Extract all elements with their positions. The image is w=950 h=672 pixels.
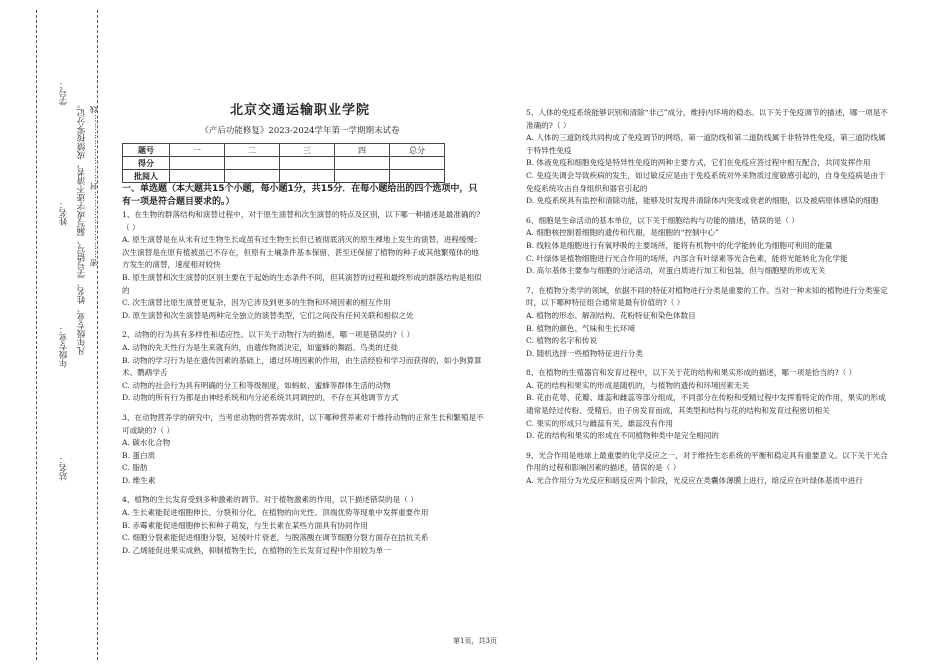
option: A. 光合作用分为光反应和暗反应两个阶段，光反应在类囊体薄膜上进行，暗反应在叶绿体基质中进行 (526, 476, 863, 486)
option: A. 碳水化合物 (122, 438, 171, 448)
section-heading: 一、单选题（本大题共15个小题，每小题1分，共15分．在每小题给出的四个选项中，只有一项是符合题目要求的。） (122, 184, 478, 207)
question-5 (526, 107, 890, 208)
option: B. 体液免疫和细胞免疫是特异性免疫的两种主要方式，它们在免疫应答过程中相互配合，共同发挥作用 (526, 158, 871, 168)
question-stem: 8、在植物的生殖器官和发育过程中，以下关于花的结构和果实形成的描述，哪一项是恰当的?（ ） (526, 368, 857, 378)
right-column (526, 107, 890, 495)
score-table-cell: 题号 (123, 144, 170, 157)
score-table-cell: 四 (335, 144, 390, 157)
option: D. 动物的所有行为都是由神经系统和内分泌系统共同调控的，不存在其他调节方式 (122, 393, 399, 403)
option: A. 动物的先天性行为是生来就有的，由遗传物质决定，如蜜蜂的舞蹈、鸟类的迁徙 (122, 342, 399, 352)
grader-input-cell (390, 170, 445, 183)
option: C. 脂肪 (122, 463, 148, 473)
option: B. 线粒体是细胞进行有氧呼吸的主要场所，能将有机物中的化学能转化为细胞可利用的能量 (526, 240, 833, 250)
question-stem: 2、动物的行为具有多样性和适应性。以下关于动物行为的描述，哪一项是错误的?（ ） (122, 330, 415, 340)
score-table-cell: 二 (225, 144, 280, 157)
score-input-cell (335, 157, 390, 170)
grader-row-label: 批阅人 (123, 170, 170, 183)
exam-title: 《产后功能修复》2023-2024学年第一学期期末试卷 (200, 126, 400, 136)
binding-dashed-line-outer (36, 10, 37, 660)
option: B. 蛋白质 (122, 450, 156, 460)
option: D. 免疫系统具有监控和清除功能，能够及时发现并清除体内突变或衰老的细胞，以及被病原体感染的细胞 (526, 196, 879, 206)
binding-notice: 凡年级专业、姓名、学号错写、漏写或字迹不清者，成绩按零分记。 (77, 100, 87, 355)
option: D. 高尔基体主要参与细胞的分泌活动，对蛋白质进行加工和包装，但与细胞壁的形成无关 (526, 266, 826, 276)
question-stem: 9、光合作用是地球上最重要的化学反应之一，对于维持生态系统的平衡和稳定具有重要意义。以下关于光合作用的过程和影响因素的描述，错误的是（ ） (526, 450, 888, 473)
option: C. 动物的社会行为具有明确的分工和等级制度，如蚂蚁、蜜蜂等群体生活的动物 (122, 380, 391, 390)
score-table-cell: 一 (170, 144, 225, 157)
question-3 (122, 412, 484, 488)
option: A. 花的结构和果实的形成是随机的，与植物的遗传和环境因素无关 (526, 380, 749, 390)
grader-input-cell (170, 170, 225, 183)
option: A. 细胞核控制着细胞的遗传和代谢，是细胞的“控制中心” (526, 228, 719, 238)
binding-margin (0, 0, 108, 672)
option: B. 赤霉素能促进细胞伸长和种子萌发，与生长素在某些方面具有协同作用 (122, 520, 368, 530)
score-table-cell: 三 (280, 144, 335, 157)
score-table-cell: 总分 (390, 144, 445, 157)
name-label: 姓名： (59, 200, 69, 226)
question-stem: 7、在植物分类学的领域，依据不同的特征对植物进行分类是重要的工作。当对一种未知的植物进行分类鉴定时，以下哪种特征组合通常是最有价值的?（ ） (526, 285, 888, 308)
question-7 (526, 285, 890, 361)
option: D. 花的结构和果实的形成在不同植物种类中是完全相同的 (526, 431, 719, 441)
seal-line-text: 密……………………封……………………线 (89, 105, 98, 267)
score-table-score-row (123, 157, 445, 170)
score-table-grader-row (123, 170, 445, 183)
question-stem: 5、人体的免疫系统能够识别和清除“非己”成分，维持内环境的稳态。以下关于免疫调节的描述，哪一项是不准确的?（ ） (526, 108, 888, 130)
left-column (122, 209, 484, 564)
option: C. 植物的名字和传说 (526, 336, 598, 346)
score-input-cell (390, 157, 445, 170)
option: C. 细胞分裂素能促进细胞分裂，延缓叶片衰老，与脱落酸在调节细胞分裂方面存在拮抗关系 (122, 533, 429, 543)
page-footer: 第1页，共3页 (453, 637, 497, 645)
option: C. 叶绿体是植物细胞进行光合作用的场所，内部含有叶绿素等光合色素，能将光能转化为化学能 (526, 253, 848, 263)
student-id-label: 学号： (59, 80, 69, 106)
question-1 (122, 209, 484, 322)
score-row-label: 得分 (123, 157, 170, 170)
option: A. 植物的形态、解剖结构、花粉特征和染色体数目 (526, 310, 696, 320)
question-9 (526, 450, 890, 488)
question-stem: 4、植物的生长发育受到多种激素的调节。对于植物激素的作用，以下描述错误的是（ ） (122, 495, 418, 505)
option: D. 乙烯能促进果实成熟，抑制植物生长，在植物的生长发育过程中作用较为单一 (122, 545, 391, 555)
site-label: 站名： (59, 455, 69, 481)
question-6 (526, 215, 890, 278)
score-table (122, 143, 445, 183)
school-name: 北京交通运输职业学院 (229, 103, 370, 118)
grader-input-cell (225, 170, 280, 183)
option: D. 随机选择一些植物特征进行分类 (526, 348, 643, 358)
option: A. 生长素能促进细胞伸长、分裂和分化，在植物的向光性、顶端优势等现象中发挥重要作用 (122, 508, 429, 518)
option: C. 免疫失调会导致疾病的发生，如过敏反应是由于免疫系统对外来物质过度敏感引起的，自身免疫病是由于免疫系统攻击自身组织和器官引起的 (526, 170, 886, 193)
score-table-header-row (123, 144, 445, 157)
question-2 (122, 329, 484, 405)
score-input-cell (225, 157, 280, 170)
grader-input-cell (335, 170, 390, 183)
option: D. 维生素 (122, 475, 156, 485)
option: A. 人体的三道防线共同构成了免疫调节的网络，第一道防线和第二道防线属于非特异性免疫，第三道防线属于特异性免疫 (526, 133, 886, 155)
option: C. 果实的形成只与雌蕊有关，雄蕊没有作用 (526, 418, 674, 428)
question-4 (122, 494, 484, 557)
option: B. 原生演替和次生演替的区别主要在于起始的生态条件不同，但其演替的过程和最终形成的群落结构是相似的 (122, 272, 482, 295)
grader-input-cell (280, 170, 335, 183)
question-8 (526, 367, 890, 443)
option: B. 动物的学习行为是在遗传因素的基础上，通过环境因素的作用，由生活经验和学习而获得的，如小狗算算术、鹦鹉学舌 (122, 355, 482, 378)
option: B. 花由花萼、花瓣、雄蕊和雌蕊等部分组成，不同部分在传粉和受精过程中发挥着特定的作用，果实的形成通常是经过传粉、受精后，由子房发育而成，其类型和结构与花的结构和发育过程密切相关 (526, 393, 886, 416)
grade-major-label: 年级专业： (59, 325, 69, 368)
question-stem: 3、在动物营养学的研究中，当考虑动物的营养需求时，以下哪种营养素对于维持动物的正常生长和繁殖是不可或缺的?（ ） (122, 412, 484, 435)
option: C. 次生演替比原生演替更复杂，因为它涉及到更多的生物和环境因素的相互作用 (122, 298, 391, 308)
option: B. 植物的颜色、气味和生长环境 (526, 323, 636, 333)
question-stem: 1、在生物的群落结构和演替过程中，对于原生演替和次生演替的特点及区别，以下哪一种描述是最准确的?（ ） (122, 210, 481, 232)
option: D. 原生演替和次生演替是两种完全独立的演替类型，它们之间没有任何关联和相似之处 (122, 310, 414, 320)
score-input-cell (280, 157, 335, 170)
score-input-cell (170, 157, 225, 170)
question-stem: 6、细胞是生命活动的基本单位，以下关于细胞结构与功能的描述，错误的是（ ） (526, 215, 800, 225)
option: A. 原生演替是在从未有过生物生长或虽有过生物生长但已被彻底消灭的原生裸地上发生的演替，进程缓慢；次生演替是在原有植被虽已不存在，但原有土壤条件基本保留，甚至还保留了植物的种子或其他繁殖体的地方发生的演替，速度相对较快 (122, 235, 482, 270)
